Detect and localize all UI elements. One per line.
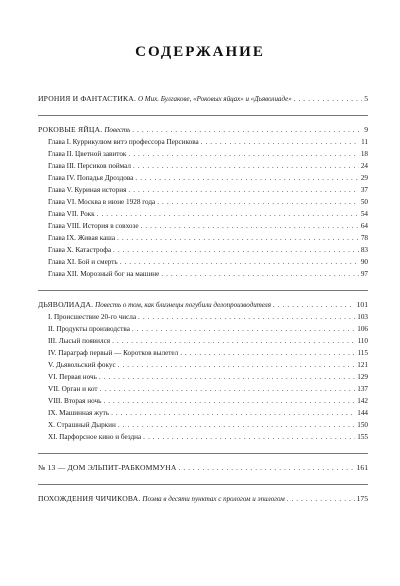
entry-title: ПОХОЖДЕНИЯ ЧИЧИКОВА. [38, 494, 141, 503]
toc-entry-house-13[interactable] [38, 462, 368, 474]
list-item[interactable]: XI. Парфорсное кино и бездна . . . 155 [38, 431, 368, 443]
list-item[interactable]: Глава V. Куриная история . . . 37 [38, 184, 368, 196]
list-item[interactable]: IX. Машинная жуть . . . 144 [38, 407, 368, 419]
list-item[interactable]: Глава IX. Живая каша . . . 78 [38, 232, 368, 244]
page-number: 5 [364, 94, 368, 103]
list-item[interactable]: Глава VII. Рокк . . . 54 [38, 208, 368, 220]
page-number: 101 [356, 300, 368, 309]
list-item[interactable]: X. Страшный Дыркин . . . 150 [38, 419, 368, 431]
entry-subtitle: Повесть о том, как близнецы погубили делопроизводителя [95, 301, 271, 309]
list-item[interactable]: VIII. Вторая ночь . . . 142 [38, 395, 368, 407]
list-item[interactable]: VI. Первая ночь . . . 129 [38, 371, 368, 383]
list-item[interactable]: Глава III. Персиков поймал . . . 24 [38, 160, 368, 172]
toc-entry-fatal-eggs[interactable] [38, 124, 368, 136]
dot-leader [273, 299, 355, 311]
page-number: 175 [356, 494, 368, 503]
separator [38, 453, 368, 454]
list-item[interactable]: Глава X. Катастрофа . . . 83 [38, 244, 368, 256]
list-item[interactable]: Глава VI. Москва в июне 1928 года . . . 50 [38, 196, 368, 208]
separator [38, 484, 368, 485]
eggs-chapter-list [38, 136, 368, 280]
entry-subtitle: О Мих. Булгакове, «Роковых яйцах» и «Дьяволиаде» [138, 95, 292, 103]
dot-leader [294, 93, 362, 105]
toc-entry-chichikov[interactable] [38, 493, 368, 505]
list-item[interactable]: III. Лысый появился . . . 110 [38, 335, 368, 347]
dot-leader [287, 493, 355, 505]
separator [38, 290, 368, 291]
toc-entry-diaboliad[interactable] [38, 299, 368, 311]
diaboliad-chapter-list [38, 311, 368, 443]
list-item[interactable]: Глава I. Куррикулюм витэ профессора Персикова . . . 11 [38, 136, 368, 148]
dot-leader [132, 124, 362, 136]
list-item[interactable]: VII. Орган и кот . . . 137 [38, 383, 368, 395]
list-item[interactable]: Глава VIII. История в совхозе . . . 64 [38, 220, 368, 232]
list-item[interactable]: II. Продукты производства . . . 106 [38, 323, 368, 335]
list-item[interactable]: I. Происшествие 20-го числа . . . 103 [38, 311, 368, 323]
entry-subtitle: Поэма в десяти пунктах с прологом и эпилогом [142, 495, 285, 503]
page-title: СОДЕРЖАНИЕ [135, 44, 265, 60]
toc-entry-irony[interactable] [38, 93, 368, 105]
entry-subtitle: Повесть [104, 126, 131, 134]
list-item[interactable]: Глава XI. Бой и смерть . . . 90 [38, 256, 368, 268]
page-number: 161 [356, 463, 368, 472]
list-item[interactable]: V. Дьявольский фокус . . . 121 [38, 359, 368, 371]
list-item[interactable]: Глава XII. Морозный бог на машине . . . 97 [38, 268, 368, 280]
entry-title: № 13 — ДОМ ЭЛЬПИТ-РАБКОММУНА [38, 463, 177, 472]
entry-title: ДЬЯВОЛИАДА. [38, 300, 94, 309]
list-item[interactable]: Глава II. Цветной завиток . . . 18 [38, 148, 368, 160]
entry-title: РОКОВЫЕ ЯЙЦА. [38, 125, 103, 134]
list-item[interactable]: Глава IV. Попадья Дроздова . . . 29 [38, 172, 368, 184]
separator [38, 115, 368, 116]
dot-leader [179, 462, 355, 474]
page-number: 9 [364, 125, 368, 134]
table-of-contents [38, 93, 368, 505]
entry-title: ИРОНИЯ И ФАНТАСТИКА. [38, 94, 137, 103]
list-item[interactable]: IV. Параграф первый — Коротков вылетел . . . 115 [38, 347, 368, 359]
